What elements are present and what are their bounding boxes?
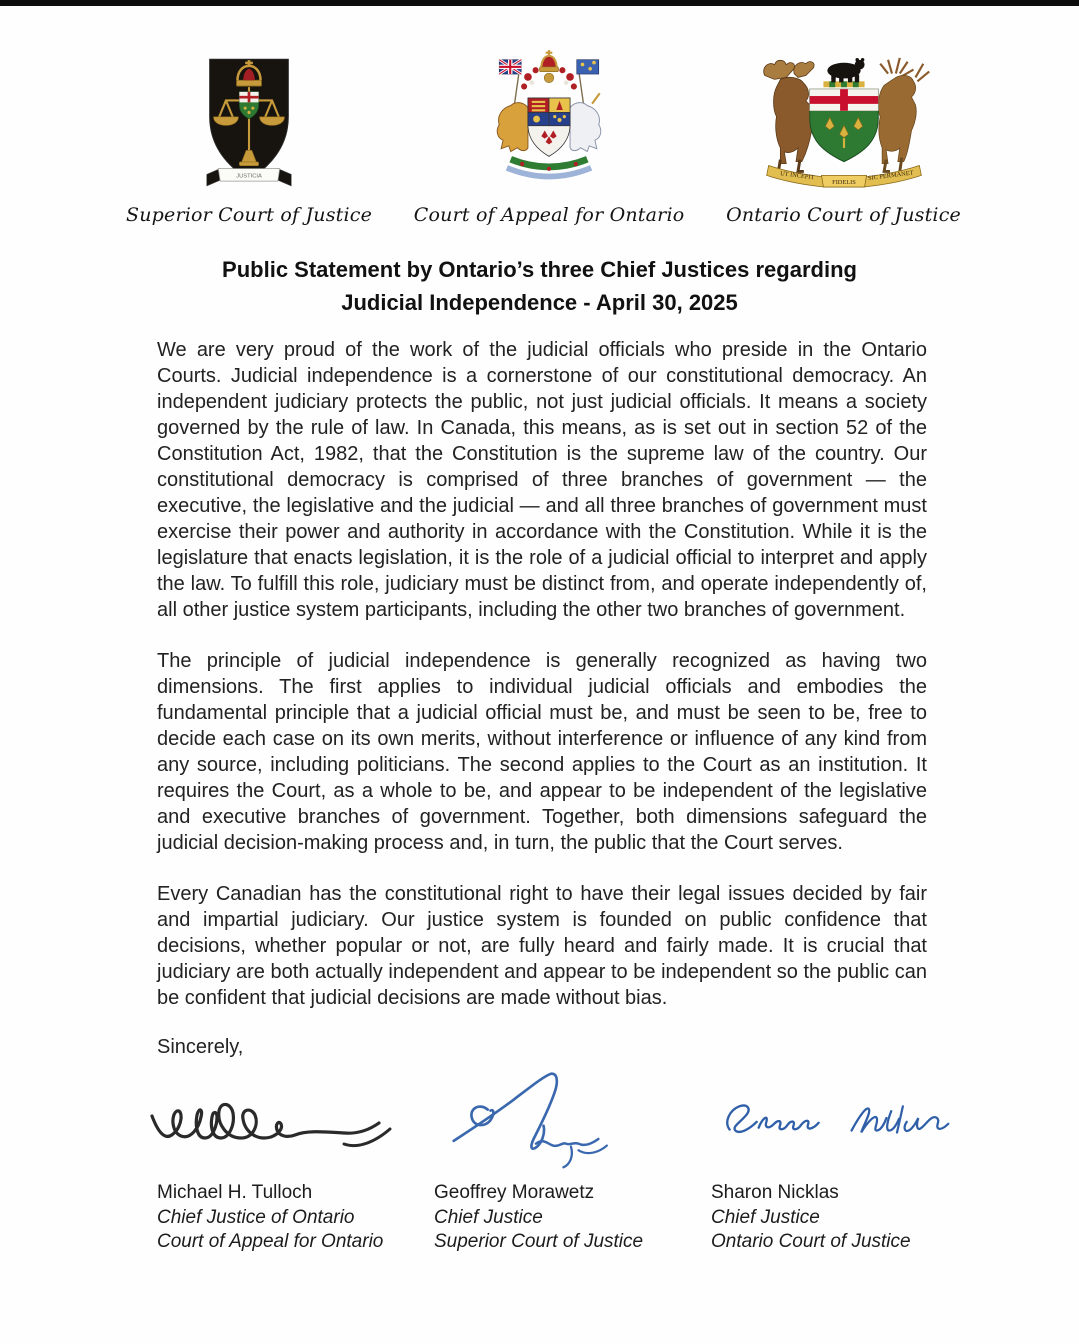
crest-ontario-court <box>726 50 961 226</box>
signatory-nicklas <box>711 1181 988 1255</box>
signatory-tulloch <box>157 1181 434 1255</box>
signature-nicklas <box>712 1069 992 1173</box>
ontario-motto-right: SIC PERMANET <box>867 169 914 183</box>
statement-title <box>0 253 1079 319</box>
signatory-title-2: Court of Appeal for Ontario <box>157 1231 384 1252</box>
nicklas-signature-icon <box>712 1087 964 1147</box>
crest-label-court-of-appeal: Court of Appeal for Ontario <box>413 204 685 226</box>
superior-court-crest-icon <box>201 55 297 197</box>
crest-superior-court <box>126 55 372 226</box>
ontario-motto-left: UT INCEPIT <box>779 170 815 182</box>
justicia-banner-text: JUSTICIA <box>236 173 262 180</box>
signature-tulloch <box>148 1069 435 1173</box>
tulloch-signature-icon <box>148 1088 398 1173</box>
canada-royal-arms-icon <box>482 48 616 197</box>
signature-row <box>148 1069 1079 1173</box>
paragraph-2: The principle of judicial independence is generally recognized as having two dimensions. The first applies to individual judicial officials and embodies the fundamental principle that a judicial official must be, and must be seen to be, free to decide each case on its own merits, without interference or influence of any kind from any source, including politicians. The second applies to the Court as an institution. It requires the Court, as a whole to be, and appear to be independent of the legislative and executive branches of government. Together, both dimensions safeguard the judicial decision-making process and, in turn, the public that the Court serves. <box>157 650 927 854</box>
scan-edge-bar <box>0 0 1079 6</box>
paragraph-3: Every Canadian has the constitutional right to have their legal issues decided by fair and impartial judiciary. Our justice system is founded on public confidence that decisions, whether popular or not, are fully heard and fairly made. It is crucial that judiciary are both actually independent and appear to be independent so the public can be confident that judicial decisions are made without bias. <box>157 883 927 1009</box>
title-line-1: Public Statement by Ontario’s three Chief Justices regarding <box>222 257 857 282</box>
signature-morawetz <box>435 1069 712 1173</box>
ontario-motto-center: FIDELIS <box>831 179 856 187</box>
signatory-name: Michael H. Tulloch <box>157 1182 313 1203</box>
signatory-title-1: Chief Justice <box>434 1206 543 1228</box>
morawetz-signature-icon <box>435 1069 635 1173</box>
signatory-title-1: Chief Justice of Ontario <box>157 1206 355 1228</box>
ontario-coat-of-arms-icon <box>751 50 937 197</box>
statement-body <box>157 337 927 1011</box>
crest-header <box>126 50 961 226</box>
closing-salutation: Sincerely, <box>157 1036 244 1058</box>
signatory-name: Sharon Nicklas <box>711 1182 839 1203</box>
signatory-morawetz <box>434 1181 711 1255</box>
signatory-name: Geoffrey Morawetz <box>434 1182 595 1203</box>
crest-court-of-appeal <box>414 48 685 226</box>
crest-label-ontario-court: Ontario Court of Justice <box>726 204 961 226</box>
signatory-row <box>157 1181 1079 1255</box>
signatory-title-1: Chief Justice <box>711 1206 820 1228</box>
signatory-title-2: Superior Court of Justice <box>434 1231 644 1252</box>
crest-label-superior-court: Superior Court of Justice <box>126 204 373 226</box>
paragraph-1: We are very proud of the work of the judicial officials who preside in the Ontario Courts. Judicial independence is a cornerstone of our constitutional democracy. An independent judiciary protects the public, not just judicial officials. It means a society governed by the rule of law. In Canada, this means, as is set out in section 52 of the Constitution Act, 1982, that the Constitution is the supreme law of the country. Our constitutional democracy is comprised of three branches of government — the executive, the legislative and the judicial — and all three branches of government must exercise their power and authority in accordance with the Constitution. While it is the legislature that enacts legislation, it is the role of a judicial official to interpret and apply the law. To fulfill this role, judiciary must be distinct from, and operate independently of, all other justice system participants, including the other two branches of government. <box>157 339 927 621</box>
signatory-title-2: Ontario Court of Justice <box>711 1231 911 1252</box>
title-line-2: Judicial Independence - April 30, 2025 <box>341 290 738 315</box>
